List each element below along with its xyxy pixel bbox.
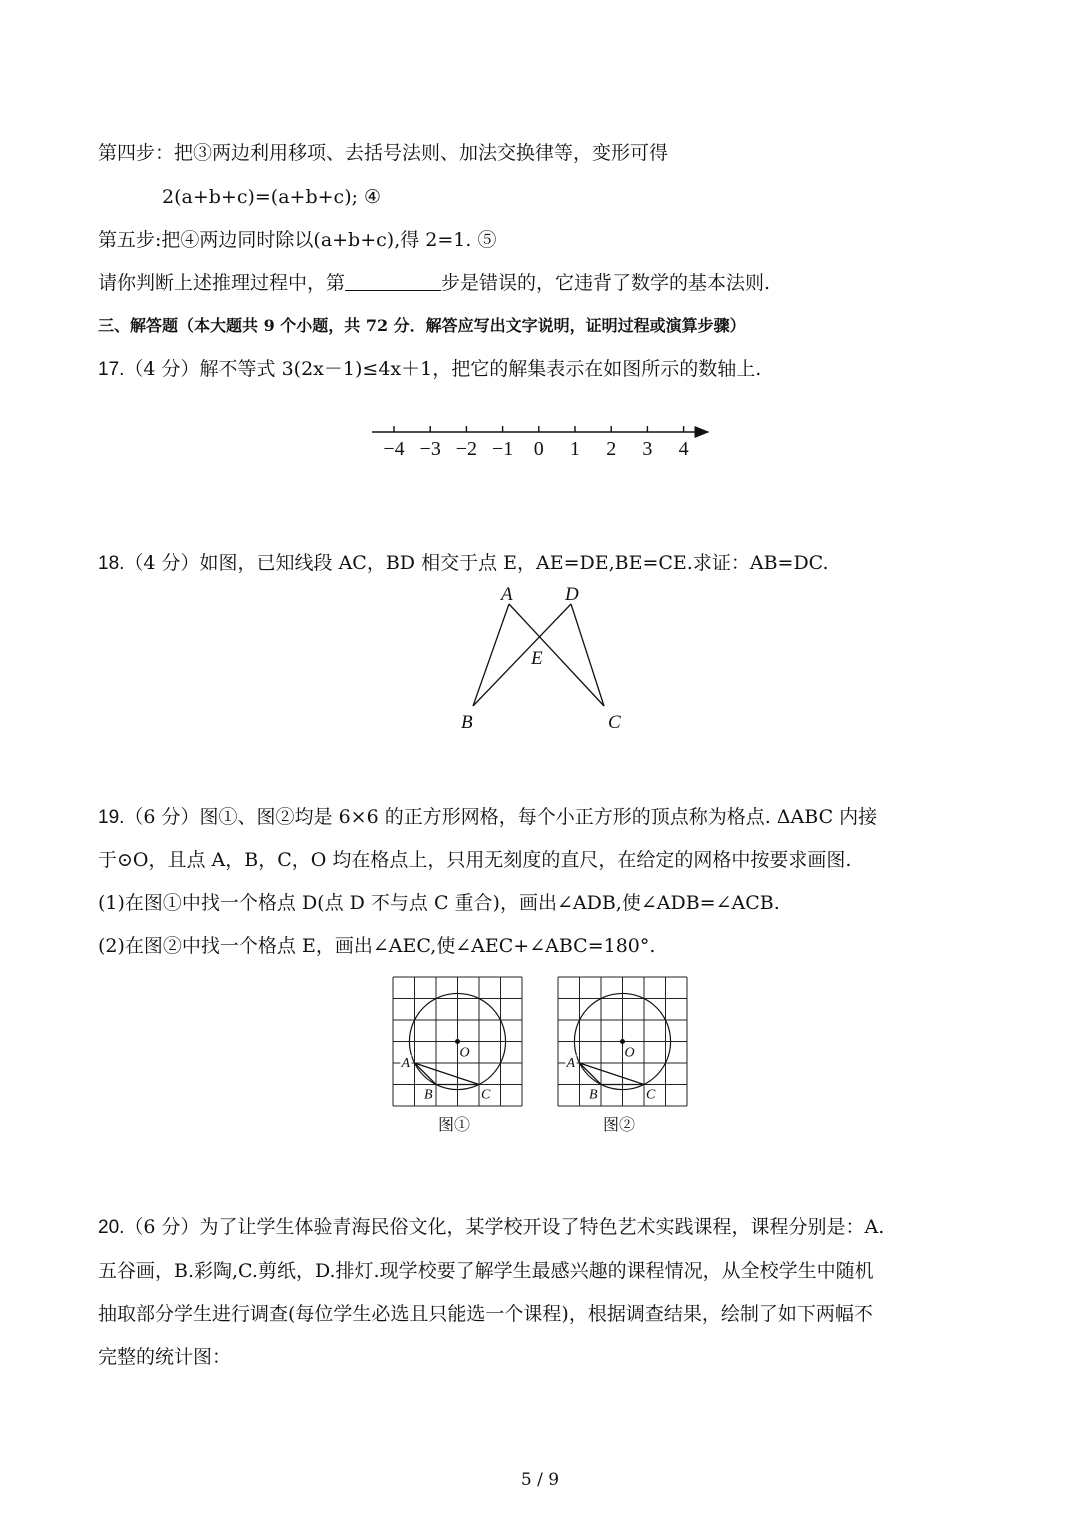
label-c: C — [481, 1087, 491, 1103]
triangle-abc — [415, 1063, 480, 1085]
step4-line: 第四步：把③两边利用移项、去括号法则、加法交换律等，变形可得 — [98, 142, 669, 164]
q19-text1: （6 分）图①、图②均是 6×6 的正方形网格，每个小正方形的顶点称为格点. ΔABC 内接 — [124, 806, 878, 828]
q20-line3: 抽取部分学生进行调查(每位学生必选且只能选一个课程)，根据调查结果，绘制了如下两幅不 — [98, 1303, 873, 1325]
label-o: O — [624, 1045, 635, 1061]
q20-line2: 五谷画，B.彩陶,C.剪纸，D.排灯.现学校要了解学生最感兴趣的课程情况，从全校学生中随机 — [98, 1260, 874, 1282]
q19-number: 19. — [98, 807, 125, 828]
q20-text1: （6 分）为了让学生体验青海民俗文化，某学校开设了特色艺术实践课程，课程分别是：A. — [124, 1216, 885, 1238]
step5-line: 第五步:把④两边同时除以(a+b+c),得 2=1. ⑤ — [98, 229, 497, 251]
tick-label: 3 — [642, 438, 653, 460]
label-b: B — [461, 712, 473, 733]
label-d: D — [565, 584, 579, 605]
q17-number: 17. — [98, 359, 125, 380]
segment-ab — [473, 604, 509, 706]
tick-label: 1 — [570, 438, 580, 460]
caption-figure-1: 图① — [438, 1115, 471, 1134]
label-b: B — [424, 1087, 433, 1103]
section-heading: 三、解答题（本大题共 9 个小题，共 72 分．解答应写出文字说明，证明过程或演算步骤） — [98, 316, 746, 335]
segment-dc — [571, 604, 604, 706]
tick-label: 0 — [533, 438, 544, 460]
tick-label: −1 — [491, 438, 514, 460]
tick-label: 4 — [678, 438, 689, 460]
q19-line4: (2)在图②中找一个格点 E，画出∠AEC,使∠AEC+∠ABC=180°. — [98, 935, 656, 957]
center-dot — [455, 1039, 460, 1044]
label-b: B — [589, 1087, 598, 1103]
grid-figure-2 — [558, 977, 687, 1106]
judge-before: 请你判断上述推理过程中，第 — [98, 272, 346, 294]
q18-text: （4 分）如图，已知线段 AC，BD 相交于点 E，AE=DE,BE=CE.求证：AB=DC. — [124, 552, 829, 574]
center-dot — [620, 1039, 625, 1044]
grid-figure-1 — [393, 977, 522, 1106]
step4-equation: 2(a+b+c)=(a+b+c); ④ — [162, 186, 382, 208]
q20-number: 20. — [98, 1217, 125, 1238]
q20-line4: 完整的统计图： — [98, 1346, 232, 1368]
triangle-abc — [580, 1063, 645, 1085]
tick-label: 2 — [606, 438, 617, 460]
label-a: A — [501, 584, 513, 605]
q19-line3: (1)在图①中找一个格点 D(点 D 不与点 C 重合)，画出∠ADB,使∠ADB=∠ACB. — [98, 892, 780, 914]
tick-label: −3 — [419, 438, 441, 460]
tick-label: −2 — [455, 438, 478, 460]
label-c: C — [608, 712, 621, 733]
label-a: A — [566, 1056, 576, 1071]
label-c: C — [646, 1087, 656, 1103]
caption-figure-2: 图② — [603, 1115, 636, 1134]
tick-label: −4 — [383, 438, 405, 460]
page-number: 5 / 9 — [520, 1470, 560, 1490]
label-e: E — [531, 648, 543, 669]
q17-text: （4 分）解不等式 3(2x－1)≤4x＋1，把它的解集表示在如图所示的数轴上. — [124, 358, 762, 380]
judge-after: 步是错误的，它违背了数学的基本法则. — [441, 272, 771, 294]
q18-number: 18. — [98, 553, 125, 574]
label-a: A — [401, 1056, 411, 1071]
label-o: O — [459, 1045, 470, 1061]
number-line — [372, 426, 708, 460]
number-line-ticks — [383, 426, 688, 460]
q19-line2: 于⊙O，且点 A，B，C，O 均在格点上，只用无刻度的直尺，在给定的网格中按要求画图. — [98, 849, 852, 871]
